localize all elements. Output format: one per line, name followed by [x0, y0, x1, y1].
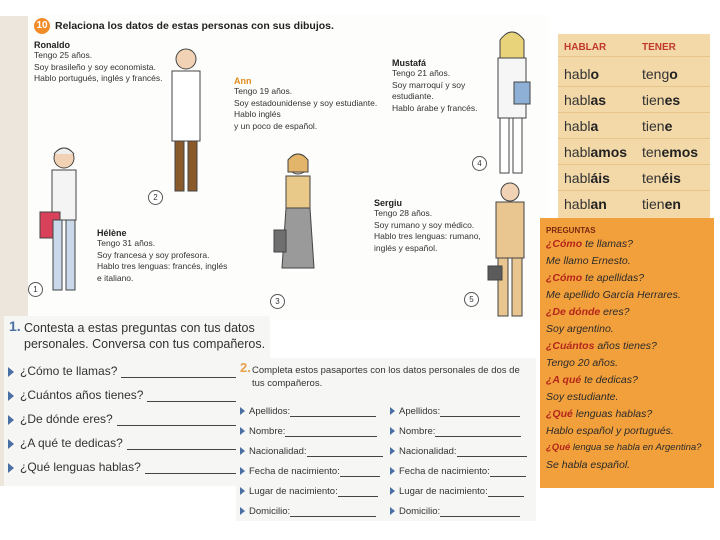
verb-stem: ten — [642, 170, 662, 186]
verb-stem: habl — [564, 144, 591, 160]
field-blank[interactable] — [290, 416, 376, 417]
bullet-triangle-icon — [8, 463, 14, 473]
divider — [558, 138, 710, 139]
answer-text: Me llamo Ernesto. — [546, 255, 631, 267]
verb-hablar-form — [564, 196, 607, 212]
verb-ending: amos — [590, 144, 628, 160]
profile-line: Tengo 25 años. — [34, 50, 93, 60]
divider — [558, 56, 710, 57]
profile-line: Soy rumano y soy médico. — [374, 219, 475, 230]
profile-line: y un poco de español. — [234, 120, 318, 131]
answer-text: Hablo español y portugués. — [546, 425, 674, 437]
divider — [558, 164, 710, 165]
verb-stem: tien — [642, 92, 665, 108]
verb-stem: habl — [564, 196, 591, 212]
question-line — [546, 238, 633, 250]
field-blank[interactable] — [488, 496, 524, 497]
question-word: ¿De dónde — [546, 306, 601, 318]
field-blank[interactable] — [457, 456, 527, 457]
answer-line — [546, 323, 614, 335]
profile-line: Hablo tres lenguas: francés, inglés — [97, 261, 228, 271]
person-name: Sergiu — [374, 198, 403, 208]
person-name: Ann — [234, 76, 252, 86]
bullet-triangle-icon — [390, 427, 395, 435]
field-blank[interactable] — [340, 476, 380, 477]
profile-line: Tengo 19 años. — [234, 86, 293, 96]
verb-stem: habl — [564, 92, 591, 108]
divider — [558, 112, 710, 113]
question-row — [8, 388, 243, 402]
verb-stem: tien — [642, 118, 665, 134]
profile-line: e italiano. — [97, 272, 134, 283]
bullet-triangle-icon — [8, 391, 14, 401]
profile-ronaldo — [34, 40, 163, 85]
verb-header-hablar: HABLAR — [564, 42, 607, 53]
profile-line: Tengo 28 años. — [374, 208, 433, 218]
question-text: ¿Cómo te llamas? — [20, 364, 118, 378]
field-label: Domicilio: — [249, 506, 291, 517]
passport-field — [240, 446, 383, 457]
profile-helene — [97, 228, 227, 284]
questions-panel — [540, 218, 714, 488]
field-label: Nombre: — [399, 426, 436, 437]
question-word: ¿Cómo — [546, 272, 583, 284]
exercise-2-number: 2. — [240, 360, 251, 375]
verb-hablar-form — [564, 144, 627, 160]
field-blank[interactable] — [435, 436, 521, 437]
passport-field — [390, 506, 520, 517]
profile-line: Soy brasileño y soy economista. — [34, 61, 156, 72]
verb-stem: habl — [564, 118, 591, 134]
verb-ending: éis — [661, 170, 681, 186]
field-label: Nacionalidad: — [399, 446, 457, 457]
profile-line: Soy francesa y soy profesora. — [97, 249, 210, 260]
answer-line — [546, 425, 674, 437]
bullet-triangle-icon — [390, 407, 395, 415]
verb-conjugation-table — [558, 34, 710, 218]
passport-field — [390, 406, 520, 417]
profile-mustafa — [392, 58, 478, 114]
verb-ending: o — [590, 66, 600, 82]
figure-number: 2 — [148, 190, 163, 205]
divider — [558, 190, 710, 191]
profile-line: Soy marroquí y soy — [392, 79, 466, 90]
verb-stem: habl — [564, 170, 591, 186]
field-label: Fecha de nacimiento: — [249, 466, 340, 477]
verb-hablar-form — [564, 66, 599, 82]
profile-line: estudiante. — [392, 91, 434, 101]
passport-field — [240, 466, 380, 477]
question-line — [546, 272, 644, 284]
question-line — [546, 340, 657, 352]
exercise-number-badge: 10 — [34, 18, 50, 34]
bullet-triangle-icon — [240, 447, 245, 455]
field-blank[interactable] — [307, 456, 383, 457]
person-name: Ronaldo — [34, 40, 70, 50]
profile-line: Hablo portugués, inglés y francés. — [34, 73, 163, 83]
question-text: ¿A qué te dedicas? — [20, 436, 123, 450]
verb-stem: habl — [564, 66, 591, 82]
question-line — [546, 374, 638, 386]
bullet-triangle-icon — [390, 447, 395, 455]
passport-field — [390, 486, 524, 497]
answer-line — [546, 289, 681, 301]
question-text: ¿Qué lenguas hablas? — [20, 460, 141, 474]
bullet-triangle-icon — [240, 427, 245, 435]
bullet-triangle-icon — [240, 467, 245, 475]
question-word: ¿A qué — [546, 374, 582, 386]
verb-stem: teng — [642, 66, 670, 82]
answer-text: Soy estudiante. — [546, 391, 619, 403]
question-row — [8, 412, 237, 426]
figure-number: 4 — [472, 156, 487, 171]
question-word: ¿Cómo — [546, 238, 583, 250]
verb-tener-form — [642, 118, 672, 134]
question-text: te llamas? — [582, 238, 633, 250]
field-blank[interactable] — [490, 476, 526, 477]
profile-line: Hablo inglés — [234, 109, 281, 119]
verb-hablar-form — [564, 118, 598, 134]
verb-stem: tien — [642, 196, 665, 212]
field-label: Lugar de nacimiento: — [249, 486, 338, 497]
field-label: Fecha de nacimiento: — [399, 466, 490, 477]
passport-field — [240, 506, 376, 517]
field-label: Nacionalidad: — [249, 446, 307, 457]
divider — [558, 86, 710, 87]
bullet-triangle-icon — [240, 507, 245, 515]
question-text: años tienes? — [594, 340, 657, 352]
verb-ending: en — [664, 196, 681, 212]
field-label: Domicilio: — [399, 506, 441, 517]
passport-field — [240, 406, 376, 417]
passport-field — [390, 466, 526, 477]
verb-tener-form — [642, 92, 680, 108]
figure-woman-illustration — [272, 150, 322, 290]
bullet-triangle-icon — [390, 507, 395, 515]
verb-tener-form — [642, 170, 681, 186]
answer-blank[interactable] — [147, 401, 243, 402]
verb-ending: o — [669, 66, 678, 82]
profile-line: Hablo tres lenguas: rumano, — [374, 231, 481, 241]
verb-stem: ten — [642, 144, 662, 160]
verb-ending: as — [590, 92, 607, 108]
answer-blank[interactable] — [117, 425, 237, 426]
question-line — [546, 306, 629, 318]
field-blank[interactable] — [338, 496, 378, 497]
questions-title: PREGUNTAS — [546, 226, 596, 235]
passport-field — [390, 426, 521, 437]
verb-hablar-form — [564, 170, 610, 186]
answer-line — [546, 459, 630, 471]
verb-header-tener: TENER — [642, 42, 676, 53]
figure-businessman-illustration — [486, 180, 532, 320]
field-label: Lugar de nacimiento: — [399, 486, 488, 497]
bullet-triangle-icon — [8, 439, 14, 449]
profile-line: inglés y español. — [374, 242, 438, 253]
answer-line — [546, 391, 618, 403]
bullet-triangle-icon — [8, 415, 14, 425]
bullet-triangle-icon — [390, 467, 395, 475]
bullet-triangle-icon — [240, 407, 245, 415]
exercise-2-title: Completa estos pasaportes con los datos personales de dos de tus compañeros. — [252, 365, 520, 389]
person-name: Mustafá — [392, 58, 427, 68]
question-word: ¿Qué — [546, 442, 571, 453]
figure-student-illustration — [490, 28, 534, 178]
question-text: lenguas hablas? — [572, 408, 653, 420]
field-blank[interactable] — [440, 516, 520, 517]
question-text: te dedicas? — [581, 374, 638, 386]
verb-ending: e — [664, 118, 673, 134]
field-label: Apellidos: — [249, 406, 291, 417]
person-name: Hélène — [97, 228, 127, 238]
question-line — [546, 442, 701, 453]
question-row — [8, 460, 240, 474]
figure-number: 5 — [464, 292, 479, 307]
exercise-title: Relaciona los datos de estas personas con sus dibujos. — [55, 20, 334, 32]
verb-ending: áis — [590, 170, 610, 186]
answer-blank[interactable] — [127, 449, 237, 450]
field-label: Apellidos: — [399, 406, 441, 417]
field-label: Nombre: — [249, 426, 286, 437]
verb-ending: es — [664, 92, 681, 108]
question-word: ¿Cuántos — [546, 340, 595, 352]
question-text: eres? — [600, 306, 630, 318]
exercise-1-title: Contesta a estas preguntas con tus datos personales. Conversa con tus compañeros. — [24, 321, 266, 351]
verb-ending: an — [590, 196, 607, 212]
figure-number: 3 — [270, 294, 285, 309]
verb-ending: emos — [661, 144, 699, 160]
verb-tener-form — [642, 144, 698, 160]
question-row — [8, 436, 237, 450]
bullet-triangle-icon — [390, 487, 395, 495]
bullet-triangle-icon — [8, 367, 14, 377]
answer-text: Tengo 20 años. — [546, 357, 619, 369]
profile-line: Hablo árabe y francés. — [392, 102, 478, 113]
figure-number: 1 — [28, 282, 43, 297]
verb-ending: a — [590, 118, 599, 134]
profile-line: Soy estadounidense y soy estudiante. — [234, 97, 378, 108]
answer-text: Me apellido García Herrares. — [546, 289, 681, 301]
figure-traveler-illustration — [36, 142, 88, 302]
exercise-1-number: 1. — [9, 318, 21, 334]
question-text: ¿Cuántos años tienes? — [20, 388, 144, 402]
figure-doctor-illustration — [160, 45, 210, 195]
passport-field — [240, 486, 378, 497]
profile-line: Tengo 21 años. — [392, 68, 451, 78]
passport-field — [240, 426, 377, 437]
answer-line — [546, 357, 618, 369]
question-word: ¿Qué — [546, 408, 573, 420]
answer-blank[interactable] — [145, 473, 240, 474]
field-blank[interactable] — [285, 436, 377, 437]
verb-tener-form — [642, 196, 681, 212]
profile-ann — [234, 76, 377, 132]
field-blank[interactable] — [290, 516, 376, 517]
question-text: ¿De dónde eres? — [20, 412, 113, 426]
answer-blank[interactable] — [121, 377, 239, 378]
answer-text: Soy argentino. — [546, 323, 614, 335]
answer-line — [546, 255, 631, 267]
question-line — [546, 408, 652, 420]
question-text: lengua se habla en Argentina? — [570, 442, 702, 453]
profile-line: Tengo 31 años. — [97, 238, 156, 248]
question-text: te apellidas? — [582, 272, 645, 284]
answer-text: Se habla español. — [546, 459, 631, 471]
verb-tener-form — [642, 66, 678, 82]
profile-sergiu — [374, 198, 481, 254]
field-blank[interactable] — [440, 416, 520, 417]
bullet-triangle-icon — [240, 487, 245, 495]
question-row — [8, 364, 239, 378]
verb-hablar-form — [564, 92, 606, 108]
passport-field — [390, 446, 527, 457]
